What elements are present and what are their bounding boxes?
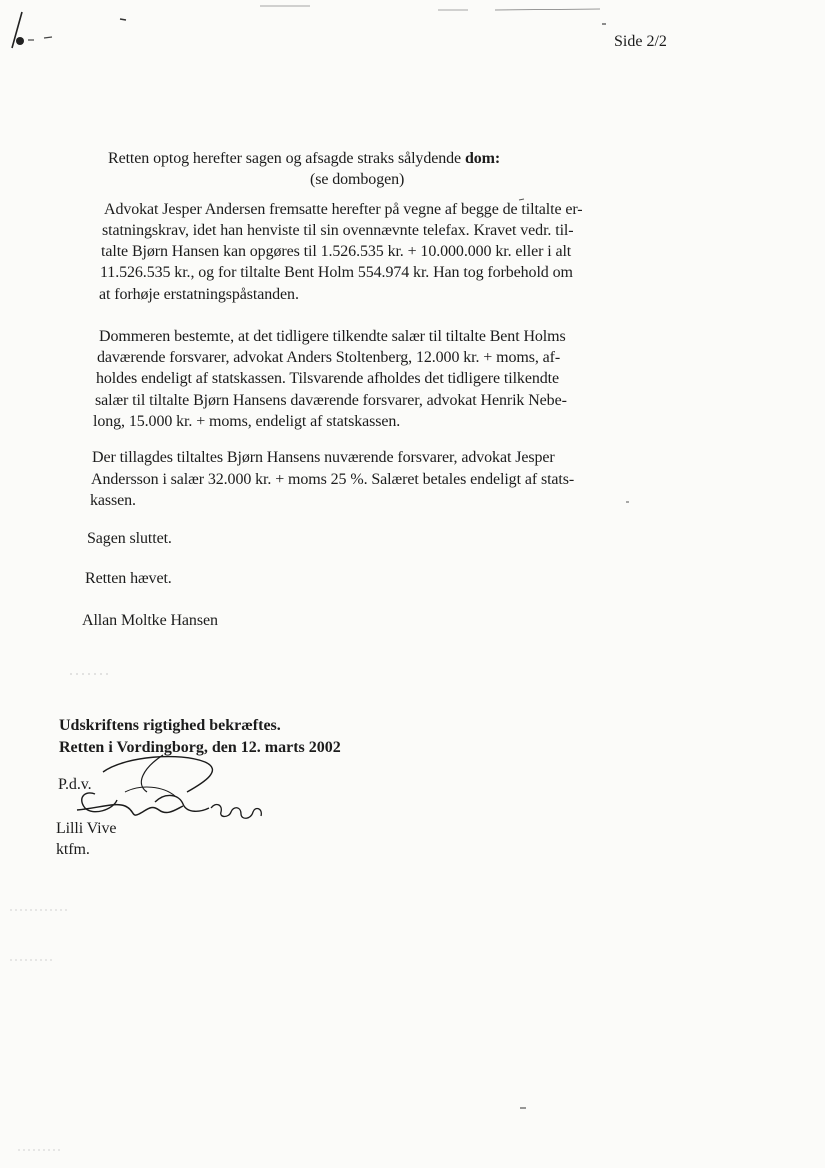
paragraph-line: holdes endeligt af statskassen. Tilsvarende afholdes det tidligere tilkendte (96, 370, 559, 387)
signer-name: Lilli Vive (56, 820, 117, 837)
paragraph-line: Andersson i salær 32.000 kr. + moms 25 %. Salæret betales endeligt af stats- (91, 471, 575, 488)
case-closed: Sagen sluttet. (87, 530, 172, 547)
paragraph-line: at forhøje erstatningspåstanden. (99, 286, 299, 303)
paragraph-line: Advokat Jesper Andersen fremsatte herefter på vegne af begge de tiltalte er- (104, 201, 583, 218)
court-adjourned: Retten hævet. (85, 570, 172, 587)
verdict-note: (se dombogen) (310, 171, 405, 188)
paragraph-line: daværende forsvarer, advokat Anders Stoltenberg, 12.000 kr. + moms, af- (97, 349, 561, 366)
certification-line: Udskriftens rigtighed bekræftes. (59, 717, 281, 734)
pdv-label: P.d.v. (58, 776, 92, 793)
certification-court-date: Retten i Vordingborg, den 12. marts 2002 (59, 739, 341, 756)
verdict-line (108, 150, 500, 168)
paragraph-line: salær til tiltalte Bjørn Hansens daværende forsvarer, advokat Henrik Nebe- (95, 392, 567, 409)
paragraph-line: long, 15.000 kr. + moms, endeligt af statskassen. (93, 413, 401, 430)
verdict-emphasis: dom: (464, 150, 501, 167)
paragraph-line: Dommeren bestemte, at det tidligere tilkendte salær til tiltalte Bent Holms (99, 328, 566, 345)
paragraph-line: Der tillagdes tiltaltes Bjørn Hansens nuværende forsvarer, advokat Jesper (92, 449, 555, 466)
judge-name: Allan Moltke Hansen (82, 612, 218, 629)
page-number: Side 2/2 (614, 33, 667, 50)
signer-title: ktfm. (56, 841, 90, 858)
paragraph-line: talte Bjørn Hansen kan opgøres til 1.526.535 kr. + 10.000.000 kr. eller i alt (101, 243, 572, 260)
paragraph-line: kassen. (90, 492, 136, 509)
paragraph-line: 11.526.535 kr., og for tiltalte Bent Holm 554.974 kr. Han tog forbehold om (100, 264, 573, 281)
verdict-intro: Retten optog herefter sagen og afsagde straks sålydende (108, 150, 462, 167)
paragraph-line: statningskrav, idet han henviste til sin ovennævnte telefax. Kravet vedr. til- (102, 222, 574, 239)
